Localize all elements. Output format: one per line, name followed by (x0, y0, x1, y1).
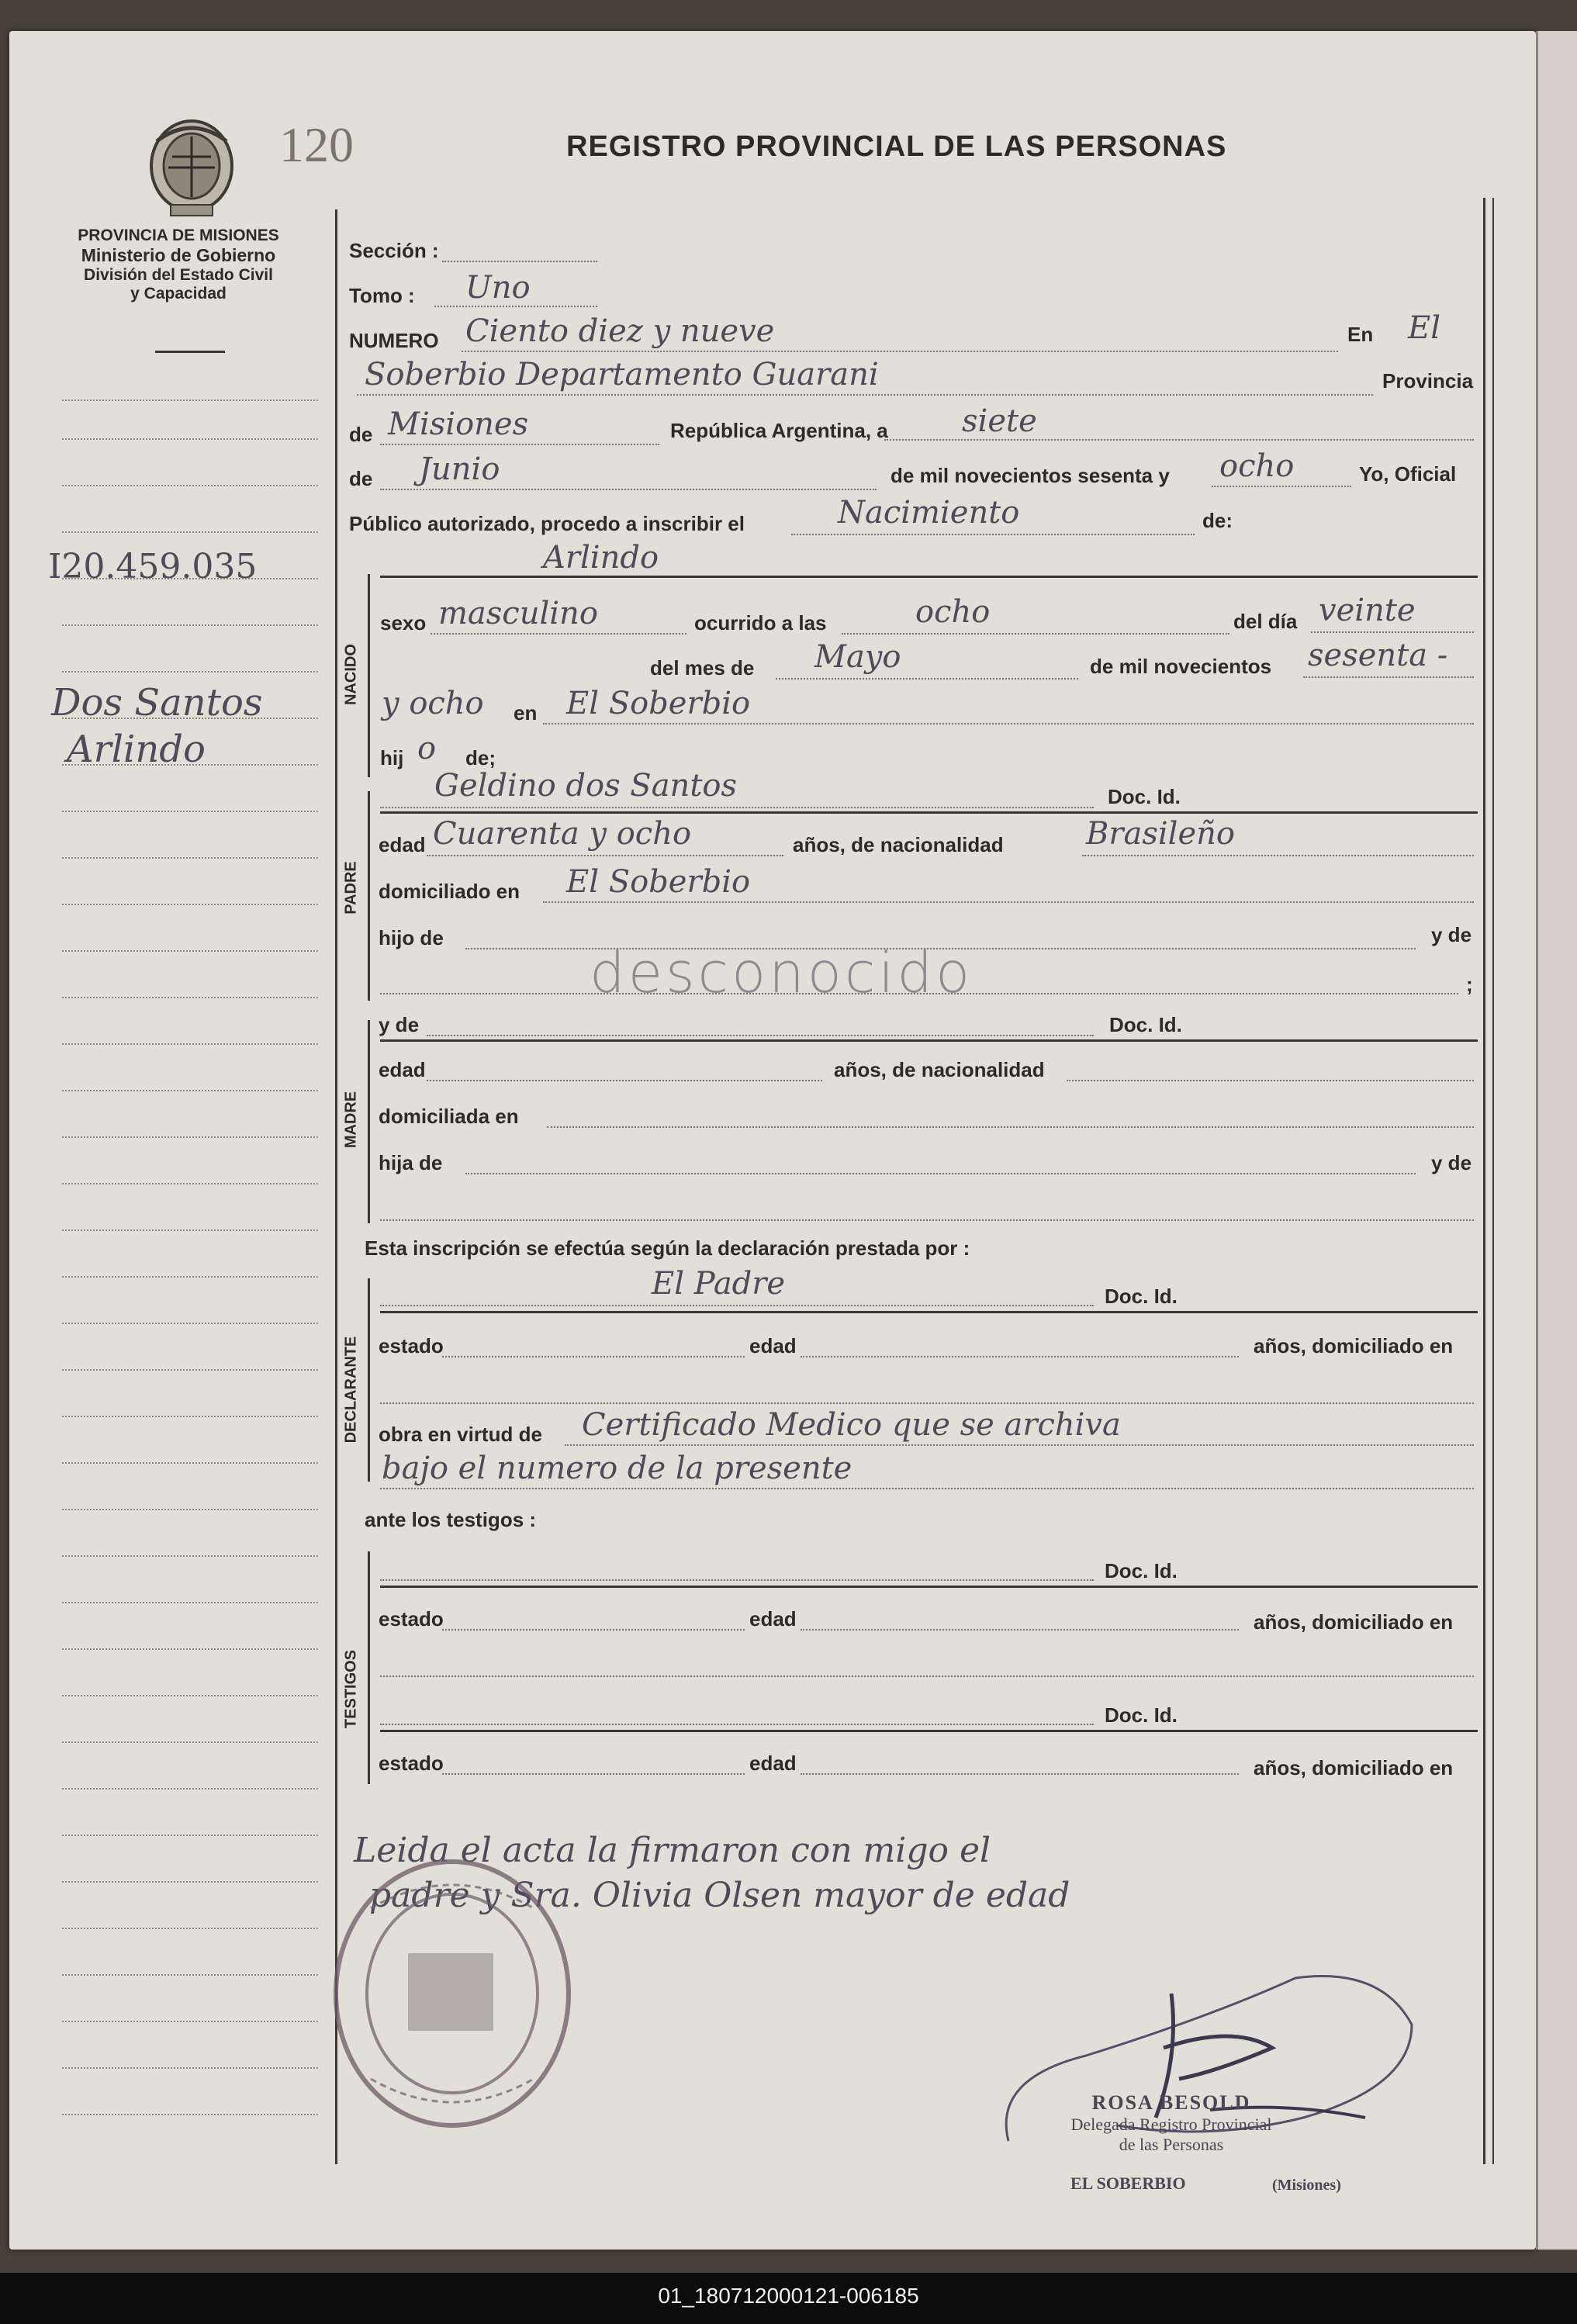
mes-line (776, 678, 1078, 680)
madre-edad-label: edad (379, 1058, 426, 1081)
madre-domicilio-line (547, 1126, 1474, 1128)
footer-filename: 01_180712000121-006185 (658, 2284, 919, 2308)
obra-value-1: Certificado Medico que se archiva (582, 1407, 1121, 1443)
signatory-province: (Misiones) (1272, 2177, 1341, 2194)
madre-y-de-label: y de (379, 1013, 420, 1036)
del-dia-label: del día (1233, 610, 1298, 633)
hora-line (842, 633, 1229, 635)
lugar-value: El Soberbio (566, 686, 751, 721)
tomo-label: Tomo : (349, 284, 415, 307)
place-value: Soberbio Departamento Guarani (365, 357, 879, 393)
de-label-2: de (349, 467, 373, 490)
testigo1-edad-line (801, 1629, 1239, 1631)
padre-nac-label: años, de nacionalidad (793, 833, 1004, 856)
testigo1-estado-label: estado (379, 1607, 444, 1631)
testigo1-doc-label: Doc. Id. (1105, 1559, 1178, 1582)
padre-y-de-label: y de (1431, 923, 1472, 946)
coat-of-arms-icon (141, 113, 242, 222)
margin-given-name: Arlindo (67, 728, 206, 771)
official-seal-stamp (324, 1846, 580, 2141)
republica-label: República Argentina, a (670, 419, 888, 442)
padre-domicilio-line (543, 901, 1474, 903)
office-ministry: Ministerio de Gobierno (81, 245, 276, 265)
padre-edad-value: Cuarenta y ocho (433, 816, 692, 852)
section-nacido-label: NACIDO (342, 644, 360, 705)
margin-id-number: I20.459.035 (48, 547, 258, 586)
obra-label: obra en virtud de (379, 1423, 542, 1446)
testigo2-dom-label: años, domiciliado en (1254, 1756, 1454, 1779)
frame-right-line (1483, 198, 1485, 2164)
fecha-ano-line (1212, 486, 1351, 487)
yo-oficial-label: Yo, Oficial (1359, 462, 1457, 486)
padre-nombre-line (380, 807, 1094, 808)
dia-line (1311, 631, 1474, 633)
madre-hija-de-label: hija de (379, 1151, 443, 1174)
padre-edad-label: edad (379, 833, 426, 856)
office-province: PROVINCIA DE MISIONES (78, 227, 279, 244)
ano-line (1303, 676, 1474, 678)
padre-nombre-value: Geldino dos Santos (434, 768, 737, 804)
testigo2-doc-label: Doc. Id. (1105, 1703, 1178, 1727)
del-mes-label: del mes de (650, 656, 755, 680)
seccion-label: Sección : (349, 239, 439, 262)
en-label: En (1347, 323, 1374, 346)
declaracion-label: Esta inscripción se efectúa según la declaración prestada por : (365, 1236, 970, 1260)
obra-line-2 (380, 1488, 1474, 1489)
testigo2-line (380, 1724, 1094, 1725)
page-title: REGISTRO PROVINCIAL DE LAS PERSONAS (566, 130, 1227, 163)
declarante-dom-label: años, domiciliado en (1254, 1334, 1454, 1357)
madre-y-de-label-2: y de (1431, 1151, 1472, 1174)
dia-value: veinte (1319, 593, 1416, 628)
padre-doc-label: Doc. Id. (1108, 785, 1181, 808)
testigo2-rule (380, 1730, 1478, 1732)
sexo-label: sexo (380, 611, 427, 635)
tomo-value: Uno (465, 270, 531, 306)
signatory-name: ROSA BESOLD (1091, 2091, 1251, 2114)
madre-bar (368, 1020, 370, 1223)
fecha-mes-value: Junio (419, 451, 500, 487)
padre-domicilio-label: domiciliado en (379, 880, 520, 903)
declarante-bar (368, 1278, 370, 1482)
declarante-edad-label: edad (749, 1334, 797, 1357)
hij-de-label: de; (465, 746, 496, 769)
testigo1-line (380, 1579, 1094, 1581)
office-division: División del Estado Civil (84, 266, 273, 284)
fecha-mes-line (380, 489, 877, 490)
madre-top-rule (380, 1039, 1478, 1042)
lugar-line (543, 723, 1474, 725)
madre-hija-de-line-2 (380, 1219, 1474, 1221)
nacido-bar (368, 574, 370, 777)
acto-line (791, 534, 1195, 535)
signatory-place: EL SOBERBIO (1070, 2174, 1186, 2193)
testigo2-estado-line (442, 1773, 745, 1775)
publico-label: Público autorizado, procedo a inscribir el (349, 512, 745, 535)
madre-nombre-line (427, 1035, 1094, 1036)
closing-line-1: Leida el acta la firmaron con migo el (354, 1831, 991, 1870)
madre-doc-label: Doc. Id. (1109, 1013, 1182, 1036)
sesenta-label: de mil novecientos sesenta y (891, 464, 1170, 487)
hij-label: hij (380, 746, 404, 769)
provincia-label: Provincia (1382, 369, 1474, 393)
desconocido-note: desconocido (590, 940, 974, 1005)
declarante-doc-label: Doc. Id. (1105, 1285, 1178, 1308)
section-madre-label: MADRE (342, 1091, 360, 1149)
declarante-dom-line (380, 1402, 1474, 1404)
testigo1-dom-label: años, domiciliado en (1254, 1610, 1454, 1634)
fecha-dia-value: siete (962, 403, 1037, 439)
acto-value: Nacimiento (838, 495, 1020, 531)
de-label-1: de (349, 423, 373, 446)
declarante-estado-label: estado (379, 1334, 444, 1357)
madre-edad-line (427, 1080, 822, 1081)
testigo2-estado-label: estado (379, 1752, 444, 1775)
signatory-role-2: de las Personas (1119, 2135, 1224, 2154)
madre-hija-de-line (465, 1173, 1416, 1174)
declarante-estado-line (442, 1356, 745, 1357)
provincia-line (380, 444, 659, 445)
office-capacity: y Capacidad (130, 285, 227, 303)
nombre-value: Arlindo (543, 540, 659, 576)
ante-testigos-label: ante los testigos : (365, 1508, 537, 1531)
padre-top-rule (380, 811, 1478, 814)
en-label-lower: en (514, 701, 538, 725)
numero-value: Ciento diez y nueve (465, 313, 775, 349)
testigo2-edad-label: edad (749, 1752, 797, 1775)
nombre-line (380, 576, 1478, 578)
sexo-value: masculino (438, 596, 598, 631)
obra-value-2: bajo el numero de la presente (382, 1451, 852, 1486)
tomo-line (434, 306, 597, 307)
madre-nac-label: años, de nacionalidad (834, 1058, 1045, 1081)
testigo2-edad-line (801, 1773, 1239, 1775)
signatory-role: Delegada Registro Provincial (1070, 2115, 1272, 2134)
numero-line (462, 351, 1338, 352)
section-declarante-label: DECLARANTE (342, 1336, 360, 1444)
declarante-edad-line (801, 1356, 1239, 1357)
padre-nac-value: Brasileño (1086, 816, 1235, 852)
hij-suffix: o (417, 731, 437, 766)
testigo1-dom-line (380, 1676, 1474, 1677)
testigo1-rule (380, 1586, 1478, 1588)
sexo-line (431, 633, 686, 635)
declarante-line (380, 1305, 1094, 1306)
de-colon-label: de: (1202, 509, 1233, 532)
office-underline (155, 351, 225, 353)
margin-surname: Dos Santos (51, 681, 263, 725)
provincia-value: Misiones (388, 406, 529, 442)
en-value: El (1408, 310, 1440, 346)
section-testigos-label: TESTIGOS (342, 1649, 360, 1729)
de-mil-label: de mil novecientos (1090, 655, 1272, 678)
testigos-bar (368, 1551, 370, 1784)
padre-hijo-de-label: hijo de (379, 926, 444, 949)
closing-line-2: padre y Sra. Olivia Olsen mayor de edad (369, 1876, 1070, 1915)
padre-bar (368, 791, 370, 1001)
declarante-value: El Padre (652, 1266, 786, 1302)
adjacent-page-edge (1536, 31, 1577, 2250)
numero-label: NUMERO (349, 329, 439, 352)
frame-right-line-inner (1492, 198, 1494, 2164)
place-line (357, 394, 1373, 396)
ano-value-b: y ocho (382, 686, 484, 721)
ano-value-a: sesenta - (1308, 638, 1448, 673)
madre-domicilio-label: domiciliada en (379, 1105, 519, 1128)
obra-line (565, 1444, 1474, 1446)
padre-domicilio-value: El Soberbio (566, 864, 751, 900)
padre-nac-line (1082, 855, 1474, 856)
fecha-dia-line (884, 439, 1474, 441)
section-padre-label: PADRE (342, 861, 360, 915)
padre-semicolon: ; (1466, 973, 1473, 996)
madre-nac-line (1067, 1080, 1474, 1081)
ocurrido-label: ocurrido a las (694, 611, 827, 635)
testigo1-estado-line (442, 1629, 745, 1631)
padre-edad-line (427, 855, 783, 856)
hora-value: ocho (915, 594, 991, 630)
fecha-ano-value: ocho (1219, 448, 1295, 484)
folio-number: 120 (279, 117, 354, 172)
declarante-top-rule (380, 1311, 1478, 1313)
seccion-line (442, 261, 597, 262)
testigo1-edad-label: edad (749, 1607, 797, 1631)
mes-value: Mayo (814, 639, 901, 675)
